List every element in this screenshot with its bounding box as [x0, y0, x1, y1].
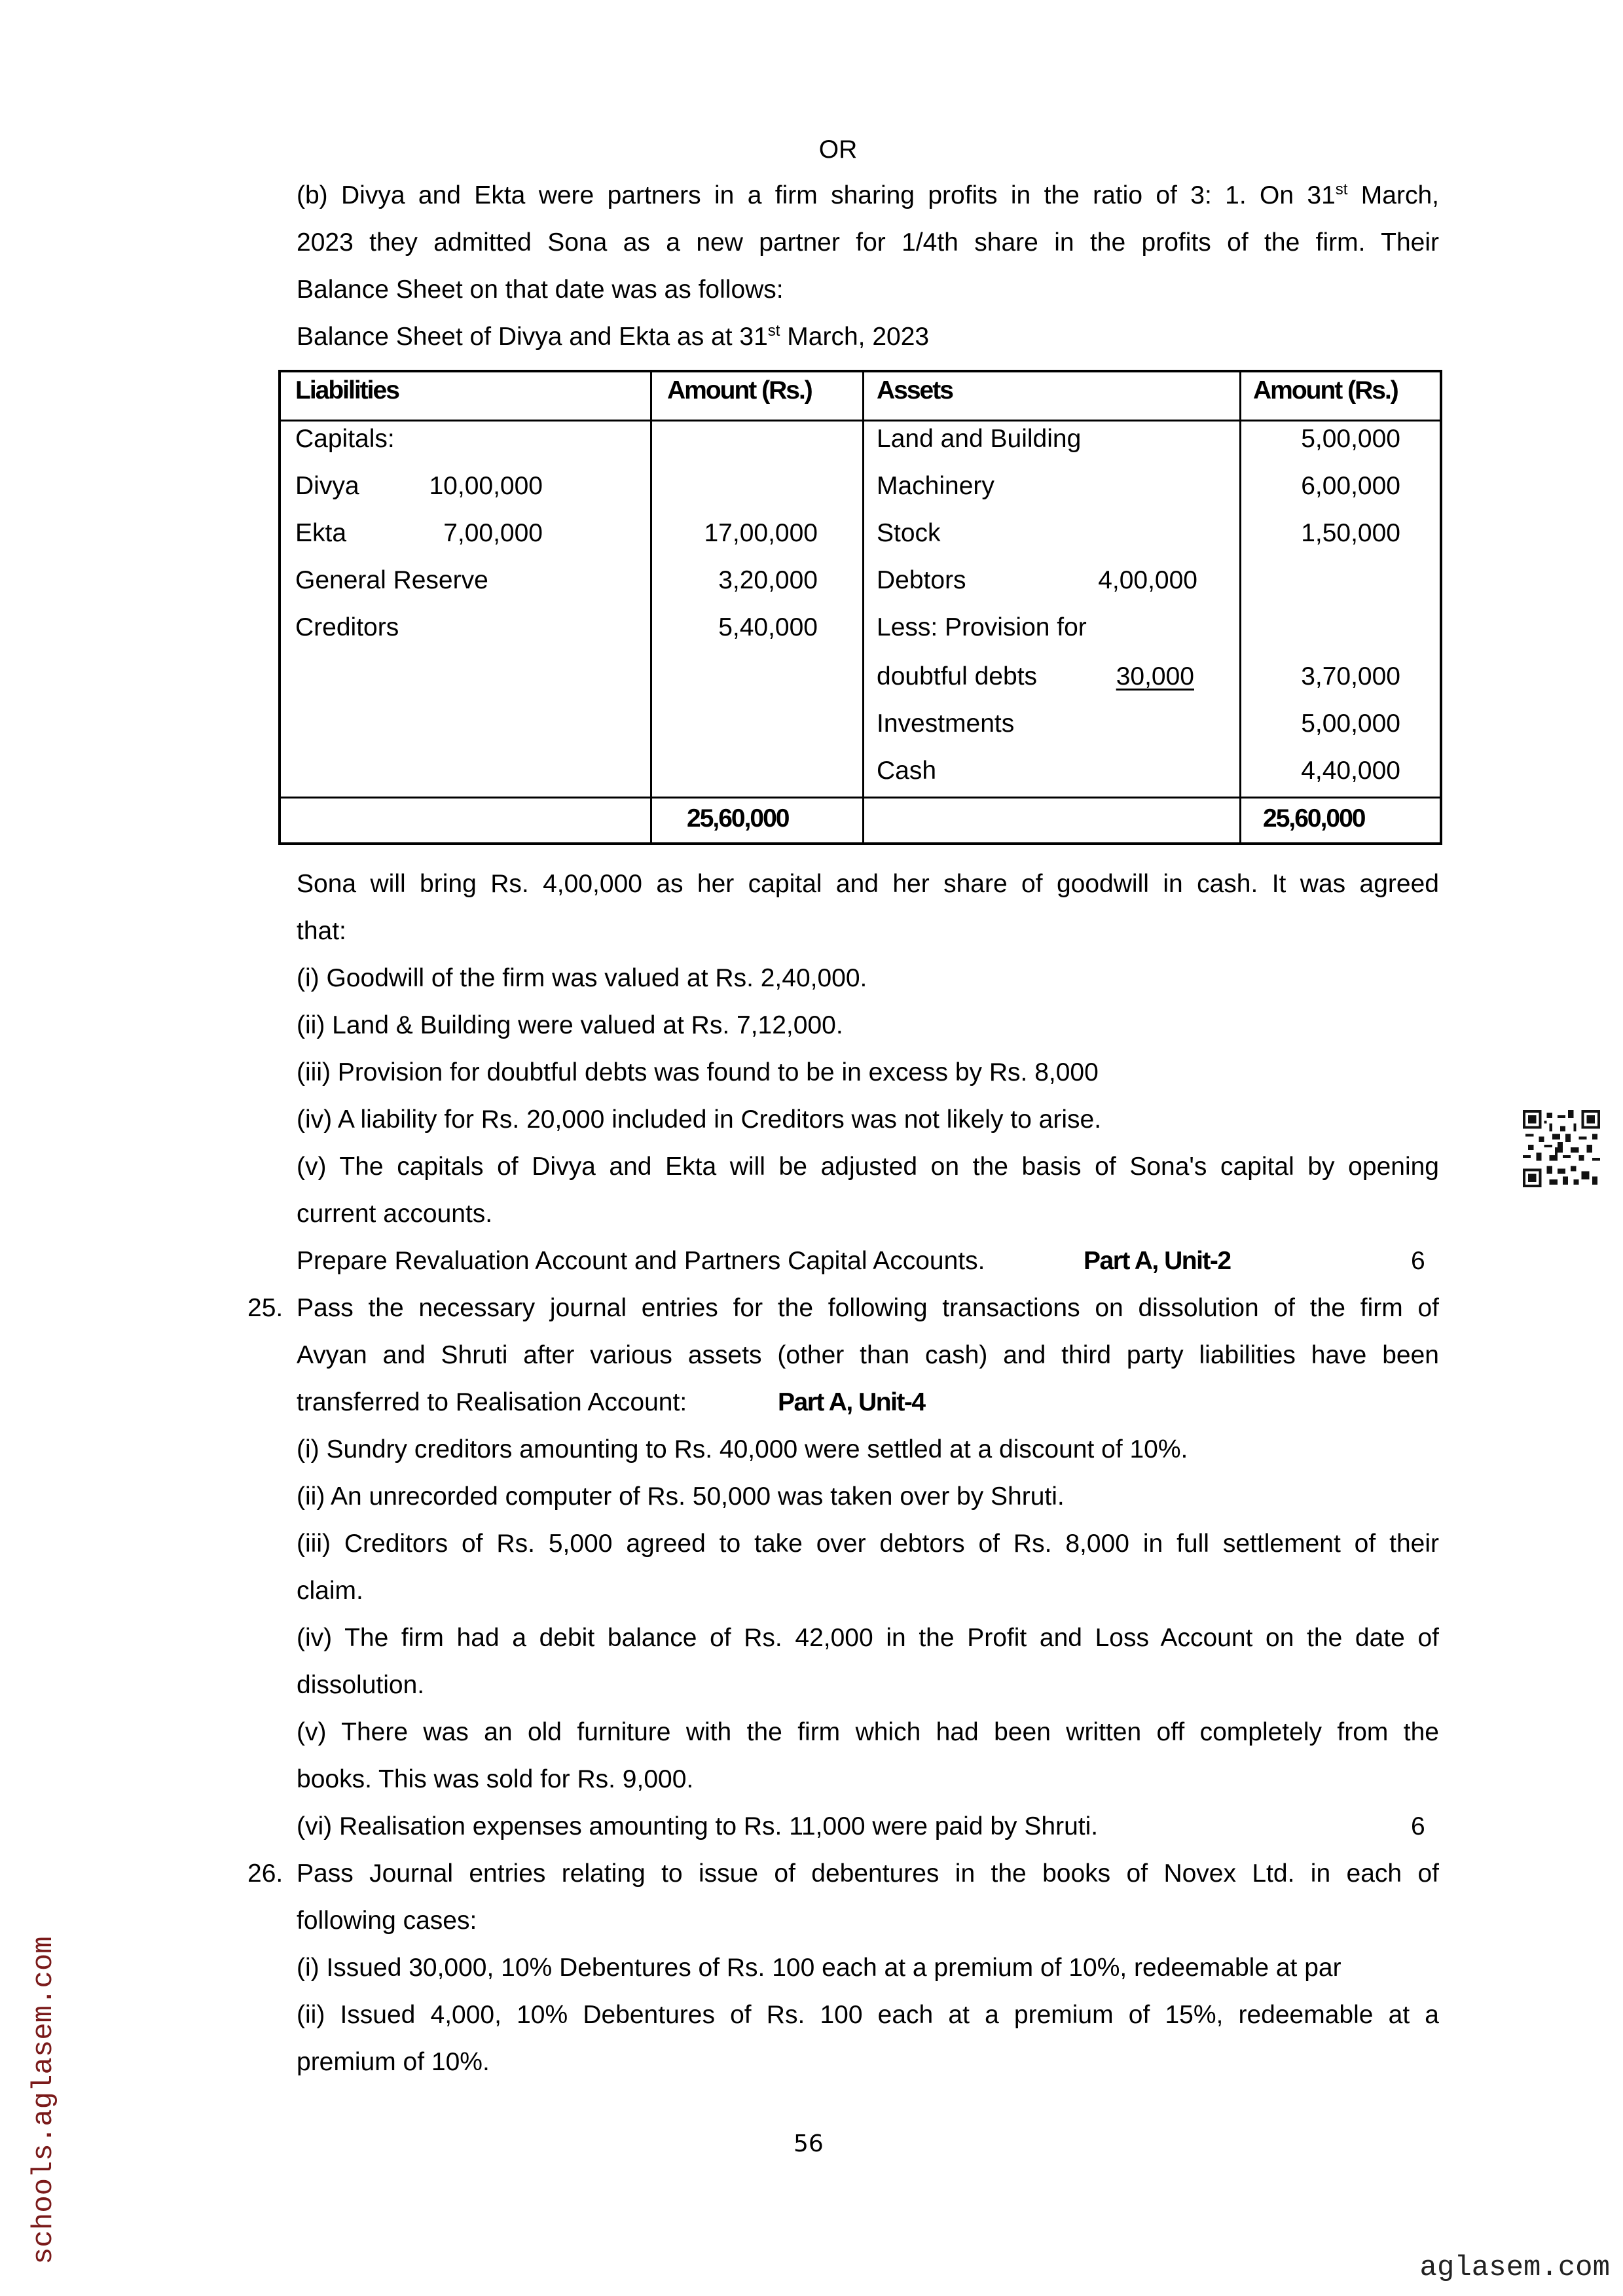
balance-sheet-title [297, 321, 929, 353]
condition-item: (iv) A liability for Rs. 20,000 included in Creditors was not likely to arise. [297, 1105, 1102, 1134]
q25-item-cont: dissolution. [297, 1671, 425, 1699]
qr-code-icon[interactable] [1523, 1110, 1600, 1187]
header-liabilities: Liabilities [295, 376, 399, 404]
q26-item: (i) Issued 30,000, 10% Debentures of Rs. 100 each at a premium of 10%, redeemable at par [297, 1954, 1341, 1982]
bs-title-pre: Balance Sheet of Divya and Ekta as at 31 [297, 323, 768, 351]
q24b-line-1-text: (b) Divya and Ekta were partners in a firm sharing profits in the ratio of 3: 1. On 31 [297, 181, 1336, 209]
asset-amount: 5,00,000 [1301, 425, 1400, 453]
q25-item: (ii) An unrecorded computer of Rs. 50,000 was taken over by Shruti. [297, 1482, 1065, 1511]
liability-label: Capitals: [295, 425, 395, 453]
total-liabilities: 25,60,000 [687, 804, 789, 833]
q24b-line-3: Balance Sheet on that date was as follows: [297, 276, 784, 304]
header-amount-assets: Amount (Rs.) [1253, 376, 1398, 404]
condition-v-line-2: current accounts. [297, 1200, 493, 1228]
marks: 6 [1411, 1812, 1425, 1840]
table-divider [650, 372, 652, 842]
q26-line-2: following cases: [297, 1907, 477, 1935]
asset-label: Less: Provision for [877, 613, 1087, 641]
liability-amount: 5,40,000 [718, 613, 818, 641]
liability-sub-amount: 10,00,000 [429, 472, 543, 500]
asset-sub-amount: 4,00,000 [1098, 566, 1197, 594]
asset-label: Land and Building [877, 425, 1082, 453]
marks: 6 [1411, 1247, 1425, 1275]
unit-tag: Part A, Unit-2 [1084, 1247, 1231, 1275]
superscript-st: st [1335, 181, 1348, 198]
q24b-line-1 [297, 180, 1439, 211]
q25-item: (iii) Creditors of Rs. 5,000 agreed to take over debtors of Rs. 8,000 in full settlement of their [297, 1530, 1439, 1558]
liability-label: Creditors [295, 613, 399, 641]
q24b-after-line-2: that: [297, 917, 346, 945]
bs-title-post: March, 2023 [780, 323, 930, 351]
q26-item: (ii) Issued 4,000, 10% Debentures of Rs. 100 each at a premium of 15%, redeemable at a [297, 2001, 1439, 2029]
asset-amount: 5,00,000 [1301, 709, 1400, 738]
liability-label: General Reserve [295, 566, 488, 594]
q25-item-cont: books. This was sold for Rs. 9,000. [297, 1765, 694, 1793]
table-divider [281, 797, 1440, 798]
asset-sub-amount-underlined: 30,000 [1116, 662, 1194, 691]
q25-item-cont: claim. [297, 1577, 363, 1605]
asset-label: Stock [877, 519, 941, 547]
table-divider [1239, 372, 1241, 842]
table-divider [281, 420, 1440, 422]
q25-item: (vi) Realisation expenses amounting to Rs. 11,000 were paid by Shruti. [297, 1812, 1099, 1840]
asset-label: Investments [877, 709, 1015, 738]
asset-label: Debtors [877, 566, 966, 594]
asset-amount: 6,00,000 [1301, 472, 1400, 500]
liability-amount: 3,20,000 [718, 566, 818, 594]
balance-sheet-table [278, 370, 1442, 845]
q26-item-cont: premium of 10%. [297, 2048, 490, 2076]
asset-label: Machinery [877, 472, 994, 500]
q25-item: (v) There was an old furniture with the firm which had been written off completely from the [297, 1718, 1439, 1746]
q24b-line-1-end: March, [1347, 181, 1439, 209]
unit-tag: Part A, Unit-4 [778, 1388, 925, 1416]
total-assets: 25,60,000 [1263, 804, 1365, 833]
page-number: 56 [793, 2130, 824, 2157]
q25-line-1: Pass the necessary journal entries for the following transactions on dissolution of the firm of [297, 1294, 1439, 1322]
watermark-bottom: aglasem.com [1419, 2251, 1610, 2284]
q24b-after-line-1: Sona will bring Rs. 4,00,000 as her capital and her share of goodwill in cash. It was agreed [297, 870, 1439, 898]
q24b-line-2: 2023 they admitted Sona as a new partner for 1/4th share in the profits of the firm. Their [297, 228, 1439, 257]
asset-amount: 3,70,000 [1301, 662, 1400, 691]
watermark-side: schools.aglasem.com [27, 1936, 60, 2265]
asset-amount: 1,50,000 [1301, 519, 1400, 547]
asset-label: doubtful debts [877, 662, 1038, 691]
header-amount-liabilities: Amount (Rs.) [667, 376, 812, 404]
asset-label: Cash [877, 757, 937, 785]
condition-item: (iii) Provision for doubtful debts was found to be in excess by Rs. 8,000 [297, 1058, 1099, 1086]
question-number: 25. [247, 1294, 283, 1322]
q24b-instruction: Prepare Revaluation Account and Partners Capital Accounts. [297, 1247, 985, 1275]
condition-item: (i) Goodwill of the firm was valued at Rs. 2,40,000. [297, 964, 867, 992]
liability-amount: 17,00,000 [704, 519, 818, 547]
superscript-st: st [767, 322, 780, 340]
condition-v-line-1: (v) The capitals of Divya and Ekta will be adjusted on the basis of Sona's capital by opening [297, 1153, 1439, 1181]
liability-label: Divya [295, 472, 359, 500]
q25-item: (i) Sundry creditors amounting to Rs. 40,000 were settled at a discount of 10%. [297, 1435, 1188, 1463]
liability-sub-amount: 7,00,000 [443, 519, 543, 547]
q25-line-3: transferred to Realisation Account: [297, 1388, 687, 1416]
asset-amount: 4,40,000 [1301, 757, 1400, 785]
or-separator: OR [818, 135, 858, 164]
header-assets: Assets [877, 376, 953, 404]
q26-line-1: Pass Journal entries relating to issue of debentures in the books of Novex Ltd. in each of [297, 1859, 1439, 1888]
condition-item: (ii) Land & Building were valued at Rs. 7,12,000. [297, 1011, 843, 1039]
q25-line-2: Avyan and Shruti after various assets (other than cash) and third party liabilities have been [297, 1341, 1439, 1369]
question-number: 26. [247, 1859, 283, 1888]
table-divider [862, 372, 864, 842]
q25-item: (iv) The firm had a debit balance of Rs. 42,000 in the Profit and Loss Account on the date of [297, 1624, 1439, 1652]
liability-label: Ekta [295, 519, 347, 547]
